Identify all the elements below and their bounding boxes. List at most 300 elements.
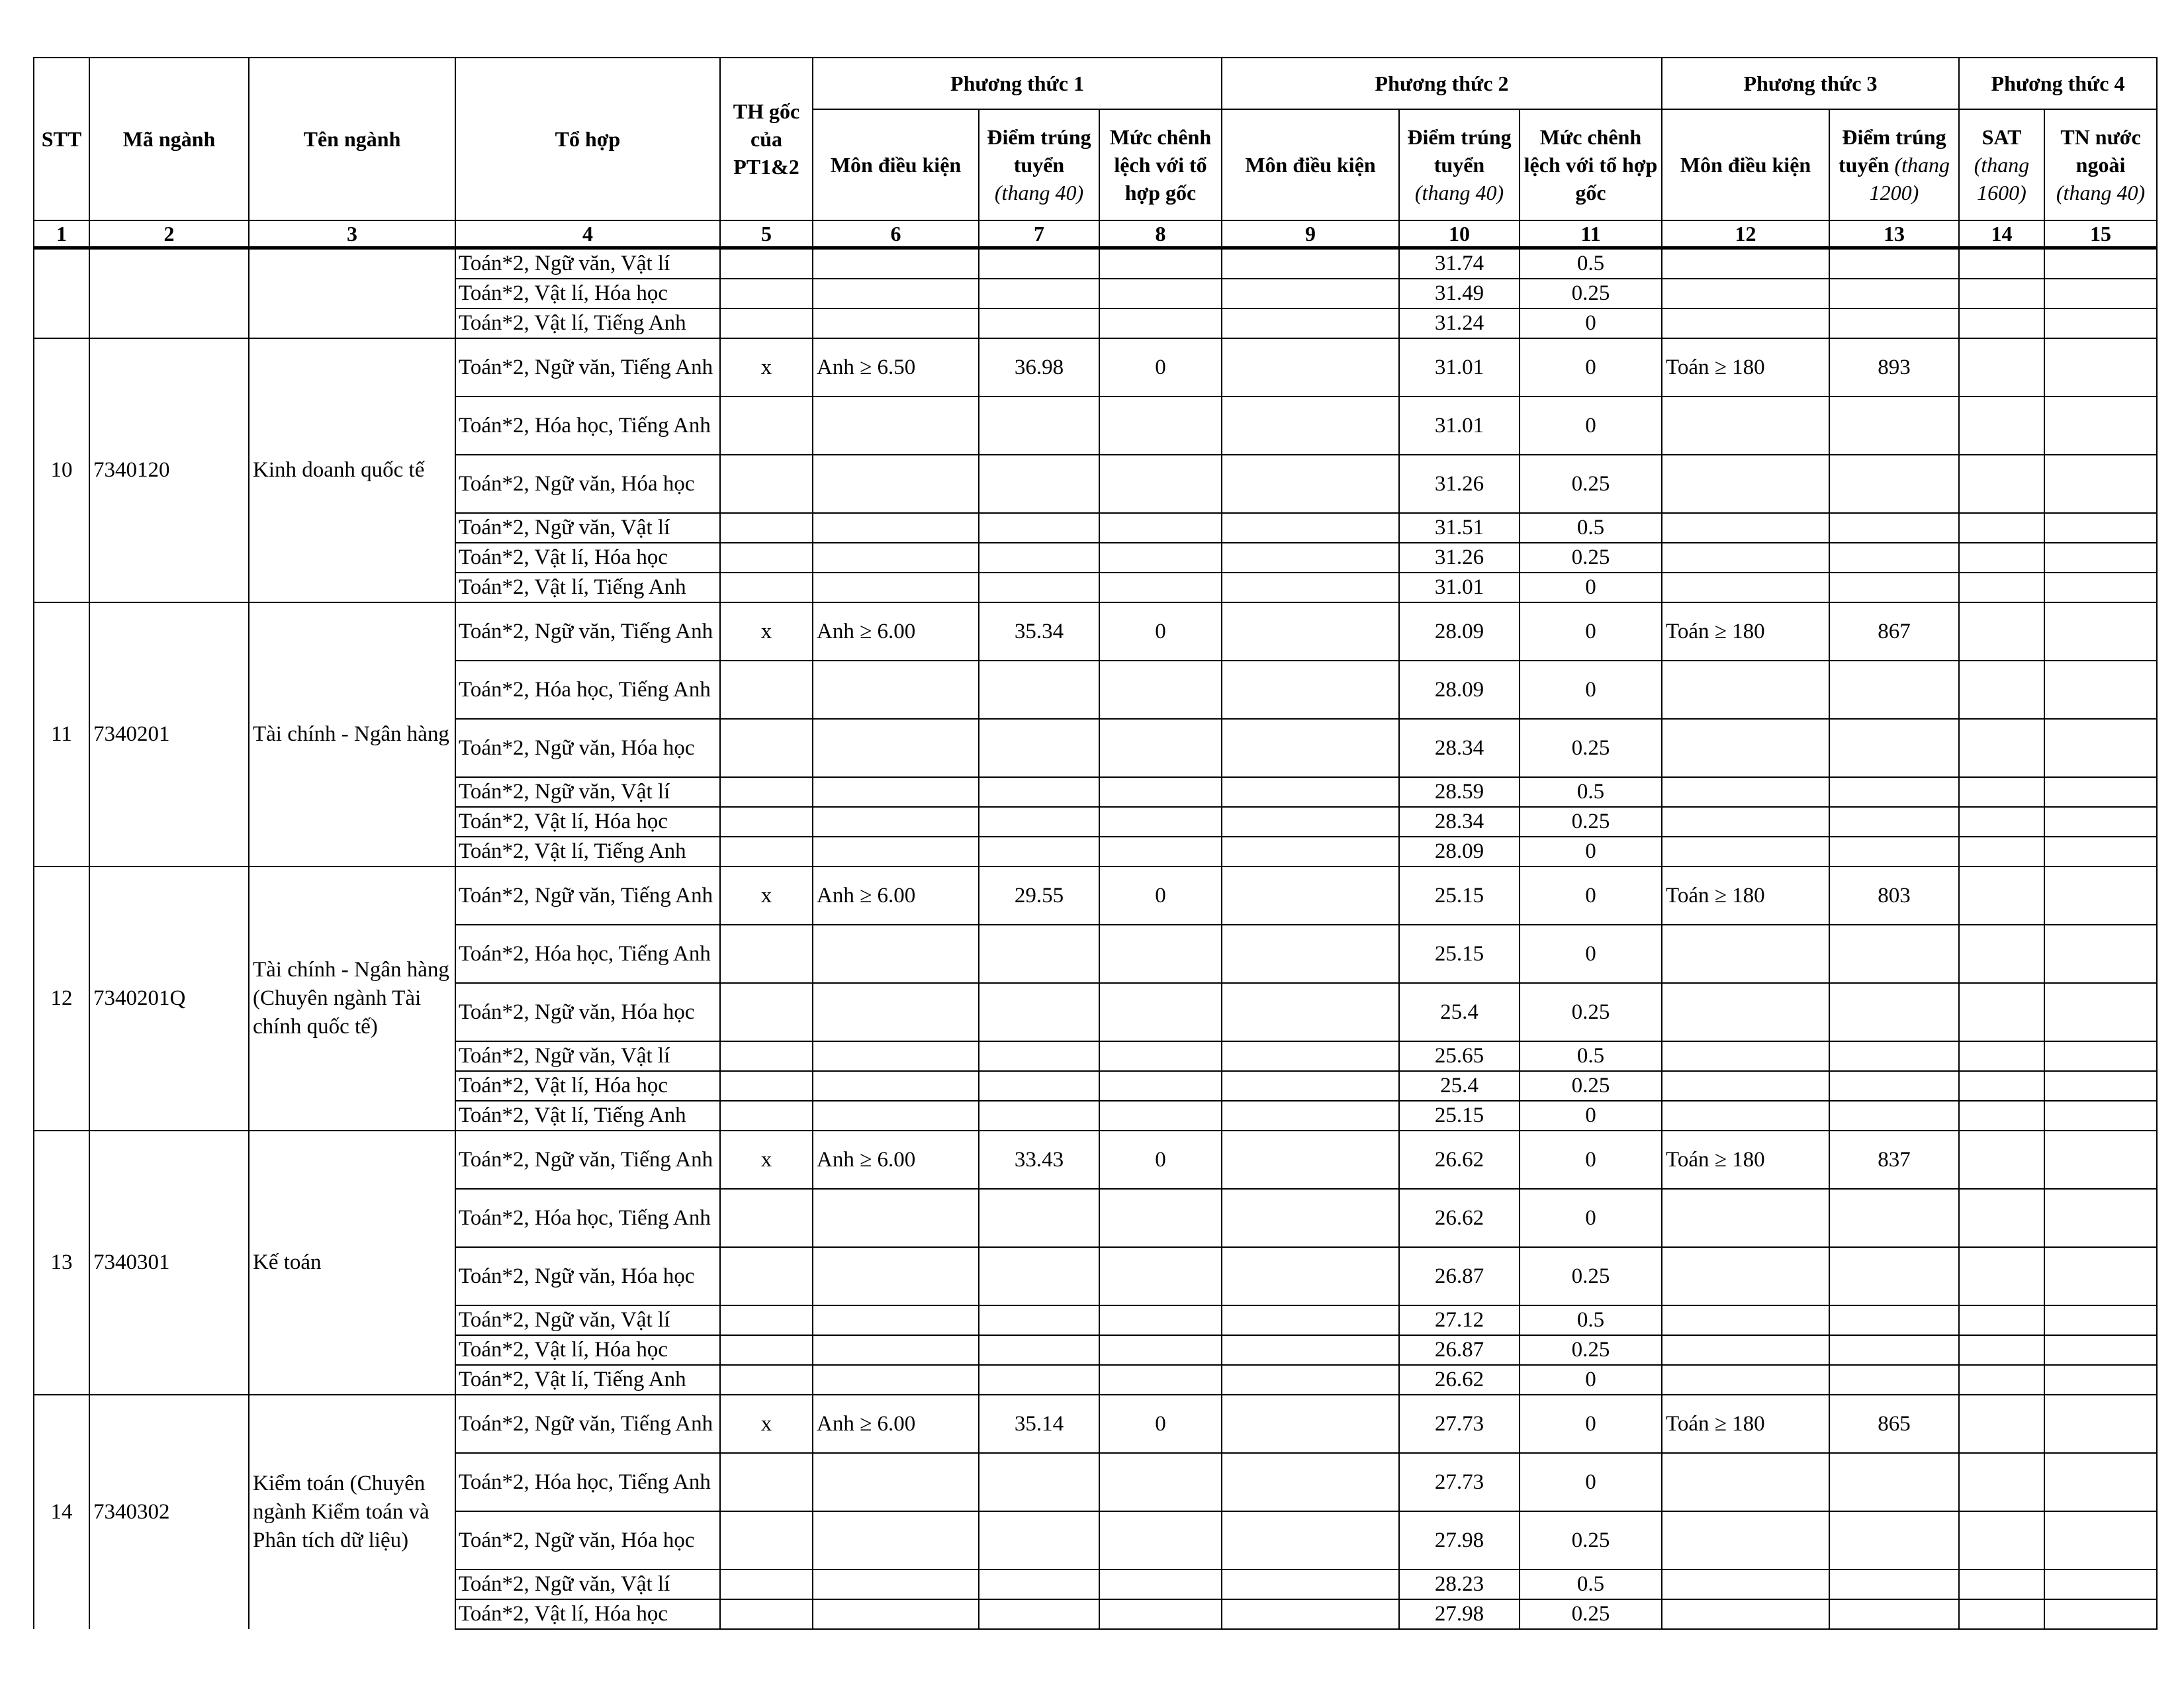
th-goc-cell: x — [720, 602, 813, 661]
column-number: 2 — [89, 220, 249, 248]
pt2-chenh-header: Mức chênh lệch với tổ hợp gốc — [1520, 109, 1662, 220]
pt4-tn-cell — [2044, 925, 2157, 983]
pt4-sat-cell — [1959, 1335, 2044, 1365]
pt2-dieu-kien-cell — [1222, 719, 1399, 777]
pt2-diem-header — [1399, 109, 1520, 220]
pt2-chenh-cell: 0 — [1520, 1189, 1662, 1247]
pt4-sat-cell — [1959, 983, 2044, 1041]
empty-cell — [813, 777, 979, 807]
pt2-diem-cell: 31.24 — [1399, 308, 1520, 338]
pt2-dieu-kien-cell — [1222, 1247, 1399, 1305]
pt2-chenh-cell: 0.25 — [1520, 279, 1662, 308]
column-number: 9 — [1222, 220, 1399, 248]
empty-cell — [720, 1305, 813, 1335]
empty-cell — [813, 397, 979, 455]
empty-cell — [813, 543, 979, 573]
to-hop-cell: Toán*2, Ngữ văn, Vật lí — [455, 1305, 720, 1335]
pt2-dieu-kien-cell — [1222, 1570, 1399, 1599]
pt4-tn-cell — [2044, 1101, 2157, 1131]
empty-cell — [979, 777, 1099, 807]
pt4-tn-cell — [2044, 1453, 2157, 1511]
to-hop-cell: Toán*2, Ngữ văn, Hóa học — [455, 1511, 720, 1570]
pt2-diem-cell: 27.12 — [1399, 1305, 1520, 1335]
empty-cell — [1829, 543, 1959, 573]
stt-cell — [34, 308, 89, 338]
empty-cell — [1099, 1570, 1222, 1599]
empty-cell — [1829, 397, 1959, 455]
pt2-chenh-cell: 0 — [1520, 1453, 1662, 1511]
empty-cell — [720, 455, 813, 513]
empty-cell — [979, 807, 1099, 837]
pt2-chenh-cell: 0.25 — [1520, 1247, 1662, 1305]
empty-cell — [720, 1101, 813, 1131]
pt2-diem-cell: 27.73 — [1399, 1395, 1520, 1453]
empty-cell — [979, 543, 1099, 573]
ma-nganh-cell: 7340302 — [89, 1395, 249, 1629]
table-row — [34, 279, 2157, 308]
empty-cell — [1222, 279, 1399, 308]
empty-cell — [979, 983, 1099, 1041]
pt2-diem-label: Điểm trúng tuyển — [1407, 125, 1512, 177]
empty-cell — [1829, 1071, 1959, 1101]
pt3-diem-cell: 867 — [1829, 602, 1959, 661]
pt4-sat-cell — [1959, 807, 2044, 837]
stt-cell: 13 — [34, 1131, 89, 1395]
pt1-mon-dieu-kien-header: Môn điều kiện — [813, 109, 979, 220]
to-hop-cell: Toán*2, Ngữ văn, Hóa học — [455, 455, 720, 513]
empty-cell — [813, 573, 979, 602]
pt2-group-header: Phương thức 2 — [1222, 58, 1662, 109]
pt4-tn-cell — [2044, 543, 2157, 573]
pt4-tn-label: TN nước ngoài — [2060, 125, 2141, 177]
pt2-chenh-cell: 0.25 — [1520, 1071, 1662, 1101]
to-hop-cell: Toán*2, Ngữ văn, Vật lí — [455, 513, 720, 543]
pt4-sat-scale-label: (thang 1600) — [1974, 153, 2030, 205]
pt4-sat-cell — [1959, 1131, 2044, 1189]
pt4-tn-cell — [2044, 1365, 2157, 1395]
empty-cell — [1662, 1071, 1829, 1101]
col-ma-nganh-header: Mã ngành — [89, 58, 249, 220]
pt1-chenh-cell: 0 — [1099, 867, 1222, 925]
empty-cell — [813, 455, 979, 513]
pt2-diem-cell: 28.59 — [1399, 777, 1520, 807]
pt2-diem-cell: 28.34 — [1399, 719, 1520, 777]
empty-cell — [1222, 248, 1399, 279]
pt4-sat-cell — [1959, 1041, 2044, 1071]
pt3-diem-header — [1829, 109, 1959, 220]
pt1-diem-cell: 29.55 — [979, 867, 1099, 925]
empty-cell — [979, 837, 1099, 867]
empty-cell — [1829, 455, 1959, 513]
pt1-chenh-cell: 0 — [1099, 1131, 1222, 1189]
empty-cell — [1099, 1305, 1222, 1335]
pt4-sat-cell — [1959, 1365, 2044, 1395]
pt2-diem-cell: 26.62 — [1399, 1189, 1520, 1247]
to-hop-cell: Toán*2, Ngữ văn, Tiếng Anh — [455, 867, 720, 925]
empty-cell — [1662, 1453, 1829, 1511]
empty-cell — [1099, 1189, 1222, 1247]
pt2-diem-cell: 31.49 — [1399, 279, 1520, 308]
pt1-dieu-kien-cell: Anh ≥ 6.00 — [813, 1131, 979, 1189]
table-row — [34, 248, 2157, 279]
pt4-tn-cell — [2044, 338, 2157, 397]
pt2-diem-cell: 31.01 — [1399, 338, 1520, 397]
empty-cell — [720, 1071, 813, 1101]
th-goc-cell: x — [720, 1395, 813, 1453]
empty-cell — [720, 1335, 813, 1365]
pt2-dieu-kien-cell — [1222, 573, 1399, 602]
to-hop-cell: Toán*2, Ngữ văn, Tiếng Anh — [455, 1131, 720, 1189]
empty-cell — [720, 308, 813, 338]
pt2-diem-cell: 28.09 — [1399, 661, 1520, 719]
empty-cell — [1829, 1247, 1959, 1305]
empty-cell — [720, 1453, 813, 1511]
empty-cell — [720, 1041, 813, 1071]
pt4-tn-cell — [2044, 837, 2157, 867]
pt1-chenh-header: Mức chênh lệch với tổ hợp gốc — [1099, 109, 1222, 220]
empty-cell — [1662, 777, 1829, 807]
col-stt-header: STT — [34, 58, 89, 220]
pt4-tn-cell — [2044, 661, 2157, 719]
pt2-diem-cell: 31.26 — [1399, 543, 1520, 573]
empty-cell — [979, 1365, 1099, 1395]
ten-nganh-cell — [249, 308, 455, 338]
pt4-sat-cell — [1959, 602, 2044, 661]
table-row — [34, 602, 2157, 661]
pt1-dieu-kien-cell: Anh ≥ 6.00 — [813, 602, 979, 661]
empty-cell — [2044, 248, 2157, 279]
empty-cell — [1662, 837, 1829, 867]
pt4-sat-cell — [1959, 661, 2044, 719]
empty-cell — [720, 1189, 813, 1247]
ma-nganh-cell: 7340120 — [89, 338, 249, 602]
pt4-sat-cell — [1959, 867, 2044, 925]
empty-cell — [1099, 1511, 1222, 1570]
pt2-chenh-cell: 0.25 — [1520, 1599, 1662, 1629]
to-hop-cell: Toán*2, Vật lí, Hóa học — [455, 279, 720, 308]
empty-cell — [813, 983, 979, 1041]
empty-cell — [813, 661, 979, 719]
pt2-chenh-cell: 0 — [1520, 1365, 1662, 1395]
empty-cell — [979, 1071, 1099, 1101]
pt4-sat-cell — [1959, 455, 2044, 513]
pt2-chenh-cell: 0.25 — [1520, 719, 1662, 777]
to-hop-cell: Toán*2, Vật lí, Hóa học — [455, 543, 720, 573]
col-ten-nganh-header: Tên ngành — [249, 58, 455, 220]
empty-cell — [1222, 308, 1399, 338]
pt2-dieu-kien-cell — [1222, 1395, 1399, 1453]
pt2-scale-label: (thang 40) — [1414, 181, 1504, 205]
empty-cell — [720, 1599, 813, 1629]
empty-cell — [979, 1305, 1099, 1335]
pt2-dieu-kien-cell — [1222, 1335, 1399, 1365]
empty-cell — [813, 1599, 979, 1629]
empty-cell — [1662, 1335, 1829, 1365]
empty-cell — [720, 397, 813, 455]
empty-cell — [1959, 308, 2044, 338]
pt3-diem-cell: 865 — [1829, 1395, 1959, 1453]
empty-cell — [1662, 308, 1829, 338]
pt4-tn-cell — [2044, 1131, 2157, 1189]
to-hop-cell: Toán*2, Vật lí, Hóa học — [455, 1599, 720, 1629]
empty-cell — [813, 807, 979, 837]
pt4-sat-cell — [1959, 1570, 2044, 1599]
pt4-tn-cell — [2044, 1335, 2157, 1365]
empty-cell — [979, 1247, 1099, 1305]
pt2-chenh-cell: 0.5 — [1520, 1570, 1662, 1599]
empty-cell — [813, 1041, 979, 1071]
pt3-scale-label: (thang 1200) — [1869, 153, 1950, 205]
empty-cell — [1099, 719, 1222, 777]
ma-nganh-cell: 7340201 — [89, 602, 249, 867]
stt-cell: 12 — [34, 867, 89, 1131]
empty-cell — [1662, 1599, 1829, 1629]
empty-cell — [1662, 1570, 1829, 1599]
empty-cell — [720, 1247, 813, 1305]
pt2-dieu-kien-cell — [1222, 513, 1399, 543]
empty-cell — [813, 513, 979, 543]
empty-cell — [979, 1041, 1099, 1071]
column-number: 3 — [249, 220, 455, 248]
to-hop-cell: Toán*2, Ngữ văn, Vật lí — [455, 777, 720, 807]
pt2-diem-cell: 25.65 — [1399, 1041, 1520, 1071]
to-hop-cell: Toán*2, Ngữ văn, Vật lí — [455, 248, 720, 279]
pt1-scale-label: (thang 40) — [994, 181, 1084, 205]
pt4-tn-cell — [2044, 1041, 2157, 1071]
ten-nganh-cell: Tài chính - Ngân hàng — [249, 602, 455, 867]
empty-cell — [813, 1365, 979, 1395]
empty-cell — [1829, 1599, 1959, 1629]
pt4-tn-cell — [2044, 513, 2157, 543]
pt2-dieu-kien-cell — [1222, 1189, 1399, 1247]
to-hop-cell: Toán*2, Ngữ văn, Vật lí — [455, 1570, 720, 1599]
pt2-dieu-kien-cell — [1222, 1511, 1399, 1570]
pt3-dieu-kien-cell: Toán ≥ 180 — [1662, 1395, 1829, 1453]
empty-cell — [1099, 1335, 1222, 1365]
pt4-sat-cell — [1959, 719, 2044, 777]
empty-cell — [1662, 1365, 1829, 1395]
ten-nganh-cell — [249, 248, 455, 279]
pt1-diem-header — [979, 109, 1099, 220]
empty-cell — [813, 279, 979, 308]
table-header — [34, 58, 2157, 248]
ten-nganh-cell: Tài chính - Ngân hàng (Chuyên ngành Tài chính quốc tế) — [249, 867, 455, 1131]
pt2-diem-cell: 28.09 — [1399, 602, 1520, 661]
empty-cell — [720, 573, 813, 602]
empty-cell — [813, 1247, 979, 1305]
empty-cell — [979, 1511, 1099, 1570]
pt1-dieu-kien-cell: Anh ≥ 6.00 — [813, 867, 979, 925]
empty-cell — [813, 248, 979, 279]
empty-cell — [1099, 573, 1222, 602]
stt-cell: 11 — [34, 602, 89, 867]
empty-cell — [979, 308, 1099, 338]
table-row — [34, 338, 2157, 397]
empty-cell — [1829, 1101, 1959, 1131]
pt2-dieu-kien-cell — [1222, 1041, 1399, 1071]
empty-cell — [1099, 1365, 1222, 1395]
pt4-tn-cell — [2044, 1599, 2157, 1629]
pt2-diem-cell: 31.51 — [1399, 513, 1520, 543]
pt2-dieu-kien-cell — [1222, 1071, 1399, 1101]
ten-nganh-cell — [249, 279, 455, 308]
pt4-sat-cell — [1959, 1071, 2044, 1101]
empty-cell — [979, 1101, 1099, 1131]
to-hop-cell: Toán*2, Ngữ văn, Hóa học — [455, 1247, 720, 1305]
pt3-group-header: Phương thức 3 — [1662, 58, 1959, 109]
pt2-chenh-cell: 0.25 — [1520, 455, 1662, 513]
pt4-sat-cell — [1959, 1511, 2044, 1570]
empty-cell — [1829, 1511, 1959, 1570]
empty-cell — [720, 1511, 813, 1570]
empty-cell — [979, 1453, 1099, 1511]
empty-cell — [1829, 925, 1959, 983]
empty-cell — [813, 1189, 979, 1247]
pt4-sat-cell — [1959, 338, 2044, 397]
pt4-tn-cell — [2044, 807, 2157, 837]
empty-cell — [979, 925, 1099, 983]
stt-cell — [34, 279, 89, 308]
empty-cell — [1099, 1599, 1222, 1629]
column-number: 6 — [813, 220, 979, 248]
empty-cell — [1662, 983, 1829, 1041]
empty-cell — [1099, 777, 1222, 807]
empty-cell — [720, 513, 813, 543]
pt3-diem-cell: 837 — [1829, 1131, 1959, 1189]
pt2-dieu-kien-cell — [1222, 1101, 1399, 1131]
ten-nganh-cell: Kế toán — [249, 1131, 455, 1395]
stt-cell: 10 — [34, 338, 89, 602]
to-hop-cell: Toán*2, Hóa học, Tiếng Anh — [455, 1453, 720, 1511]
empty-cell — [1959, 248, 2044, 279]
pt2-dieu-kien-cell — [1222, 777, 1399, 807]
empty-cell — [1099, 661, 1222, 719]
empty-cell — [813, 1305, 979, 1335]
pt2-dieu-kien-cell — [1222, 1131, 1399, 1189]
col-to-hop-header: Tổ hợp — [455, 58, 720, 220]
pt4-sat-cell — [1959, 573, 2044, 602]
to-hop-cell: Toán*2, Ngữ văn, Hóa học — [455, 719, 720, 777]
empty-cell — [720, 1365, 813, 1395]
empty-cell — [1829, 1335, 1959, 1365]
pt4-sat-header — [1959, 109, 2044, 220]
empty-cell — [2044, 308, 2157, 338]
empty-cell — [1662, 513, 1829, 543]
pt4-sat-cell — [1959, 837, 2044, 867]
column-number: 5 — [720, 220, 813, 248]
empty-cell — [1099, 543, 1222, 573]
pt4-tn-cell — [2044, 1305, 2157, 1335]
pt2-diem-cell: 25.15 — [1399, 925, 1520, 983]
to-hop-cell: Toán*2, Vật lí, Hóa học — [455, 1071, 720, 1101]
pt2-dieu-kien-cell — [1222, 397, 1399, 455]
pt3-dieu-kien-cell: Toán ≥ 180 — [1662, 602, 1829, 661]
pt2-chenh-cell: 0 — [1520, 573, 1662, 602]
col-th-goc-header: TH gốc của PT1&2 — [720, 58, 813, 220]
empty-cell — [813, 1101, 979, 1131]
empty-cell — [1662, 248, 1829, 279]
column-number: 10 — [1399, 220, 1520, 248]
empty-cell — [813, 308, 979, 338]
pt4-tn-scale-label: (thang 40) — [2056, 181, 2146, 205]
ma-nganh-cell — [89, 308, 249, 338]
empty-cell — [813, 837, 979, 867]
empty-cell — [1829, 777, 1959, 807]
empty-cell — [1099, 1453, 1222, 1511]
pt4-tn-cell — [2044, 455, 2157, 513]
pt4-tn-cell — [2044, 397, 2157, 455]
pt1-chenh-cell: 0 — [1099, 1395, 1222, 1453]
pt4-sat-cell — [1959, 1599, 2044, 1629]
pt2-diem-cell: 26.62 — [1399, 1131, 1520, 1189]
to-hop-cell: Toán*2, Ngữ văn, Hóa học — [455, 983, 720, 1041]
table-row — [34, 308, 2157, 338]
empty-cell — [1829, 1189, 1959, 1247]
pt4-sat-cell — [1959, 1189, 2044, 1247]
pt4-sat-cell — [1959, 543, 2044, 573]
empty-cell — [1829, 807, 1959, 837]
pt2-chenh-cell: 0.5 — [1520, 1305, 1662, 1335]
empty-cell — [1662, 1511, 1829, 1570]
empty-cell — [1829, 1041, 1959, 1071]
empty-cell — [1662, 661, 1829, 719]
empty-cell — [720, 661, 813, 719]
pt3-dieu-kien-cell: Toán ≥ 180 — [1662, 1131, 1829, 1189]
empty-cell — [1099, 1071, 1222, 1101]
pt2-dieu-kien-cell — [1222, 1599, 1399, 1629]
pt2-dieu-kien-cell — [1222, 1365, 1399, 1395]
empty-cell — [720, 925, 813, 983]
pt2-dieu-kien-cell — [1222, 807, 1399, 837]
empty-cell — [1662, 1189, 1829, 1247]
empty-cell — [1099, 397, 1222, 455]
pt1-diem-label: Điểm trúng tuyển — [987, 125, 1091, 177]
column-number: 8 — [1099, 220, 1222, 248]
empty-cell — [979, 719, 1099, 777]
column-number: 1 — [34, 220, 89, 248]
pt2-chenh-cell: 0.5 — [1520, 1041, 1662, 1071]
empty-cell — [1099, 1041, 1222, 1071]
pt2-chenh-cell: 0.5 — [1520, 248, 1662, 279]
empty-cell — [1099, 455, 1222, 513]
pt2-dieu-kien-cell — [1222, 602, 1399, 661]
pt2-dieu-kien-cell — [1222, 983, 1399, 1041]
to-hop-cell: Toán*2, Hóa học, Tiếng Anh — [455, 1189, 720, 1247]
pt2-chenh-cell: 0.5 — [1520, 777, 1662, 807]
empty-cell — [979, 1599, 1099, 1629]
to-hop-cell: Toán*2, Vật lí, Tiếng Anh — [455, 1365, 720, 1395]
pt2-chenh-cell: 0.25 — [1520, 543, 1662, 573]
empty-cell — [1959, 279, 2044, 308]
empty-cell — [720, 543, 813, 573]
empty-cell — [720, 807, 813, 837]
pt1-chenh-cell: 0 — [1099, 602, 1222, 661]
stt-cell — [34, 248, 89, 279]
empty-cell — [1099, 1101, 1222, 1131]
empty-cell — [720, 777, 813, 807]
pt1-chenh-cell: 0 — [1099, 338, 1222, 397]
pt2-diem-cell: 25.15 — [1399, 1101, 1520, 1131]
pt1-group-header: Phương thức 1 — [813, 58, 1222, 109]
empty-cell — [1829, 661, 1959, 719]
empty-cell — [979, 1570, 1099, 1599]
pt2-chenh-cell: 0 — [1520, 1131, 1662, 1189]
pt2-diem-cell: 28.09 — [1399, 837, 1520, 867]
table-row — [34, 1395, 2157, 1453]
pt4-tn-cell — [2044, 1071, 2157, 1101]
empty-cell — [1662, 1247, 1829, 1305]
pt2-diem-cell: 31.01 — [1399, 573, 1520, 602]
